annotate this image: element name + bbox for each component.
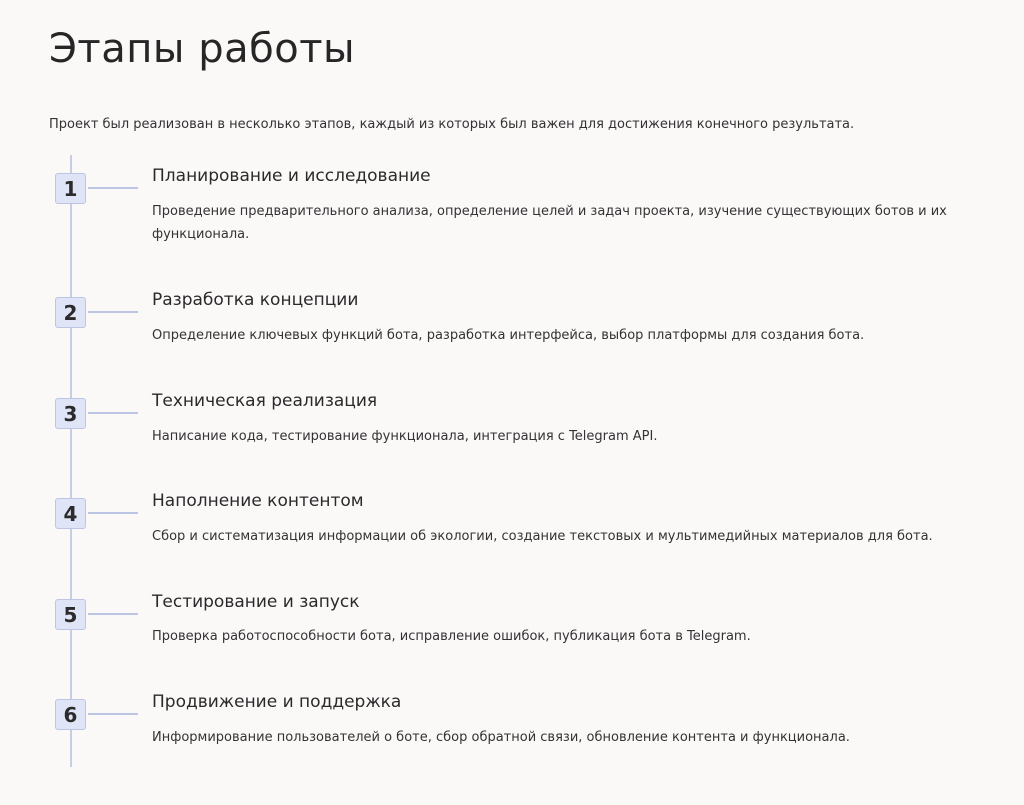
step-description: Проверка работоспособности бота, исправление ошибок, публикация бота в Telegram. (152, 629, 751, 644)
step-description: Сбор и систематизация информации об экологии, создание текстовых и мультимедийных материалов для бота. (152, 529, 933, 544)
step-description: Определение ключевых функций бота, разработка интерфейса, выбор платформы для создания бота. (152, 328, 865, 343)
step-connector (88, 613, 138, 615)
step-description: Написание кода, тестирование функционала, интеграция с Telegram API. (152, 429, 658, 444)
step-description: Информирование пользователей о боте, сбор обратной связи, обновление контента и функционала. (152, 730, 850, 745)
step-number-badge: 2 (55, 297, 86, 328)
intro-text: Проект был реализован в несколько этапов, каждый из которых был важен для достижения конечного результата. (49, 117, 855, 132)
step-connector (88, 412, 138, 414)
step-number-badge: 4 (55, 498, 86, 529)
step-connector (88, 713, 138, 715)
step-connector (88, 187, 138, 189)
step-number-badge: 1 (55, 173, 86, 204)
timeline-line (70, 155, 72, 767)
step-title: Разработка концепции (152, 290, 359, 310)
step-connector (88, 311, 138, 313)
step-title: Продвижение и поддержка (152, 692, 402, 712)
step-number-badge: 3 (55, 398, 86, 429)
step-number-badge: 5 (55, 599, 86, 630)
step-number-badge: 6 (55, 699, 86, 730)
step-title: Техническая реализация (152, 391, 378, 411)
step-description: Проведение предварительного анализа, определение целей и задач проекта, изучение существующих ботов и их функционала. (152, 204, 947, 242)
step-title: Тестирование и запуск (152, 592, 360, 612)
step-title: Планирование и исследование (152, 166, 431, 186)
step-title: Наполнение контентом (152, 491, 364, 511)
step-connector (88, 512, 138, 514)
page-title: Этапы работы (49, 26, 356, 72)
